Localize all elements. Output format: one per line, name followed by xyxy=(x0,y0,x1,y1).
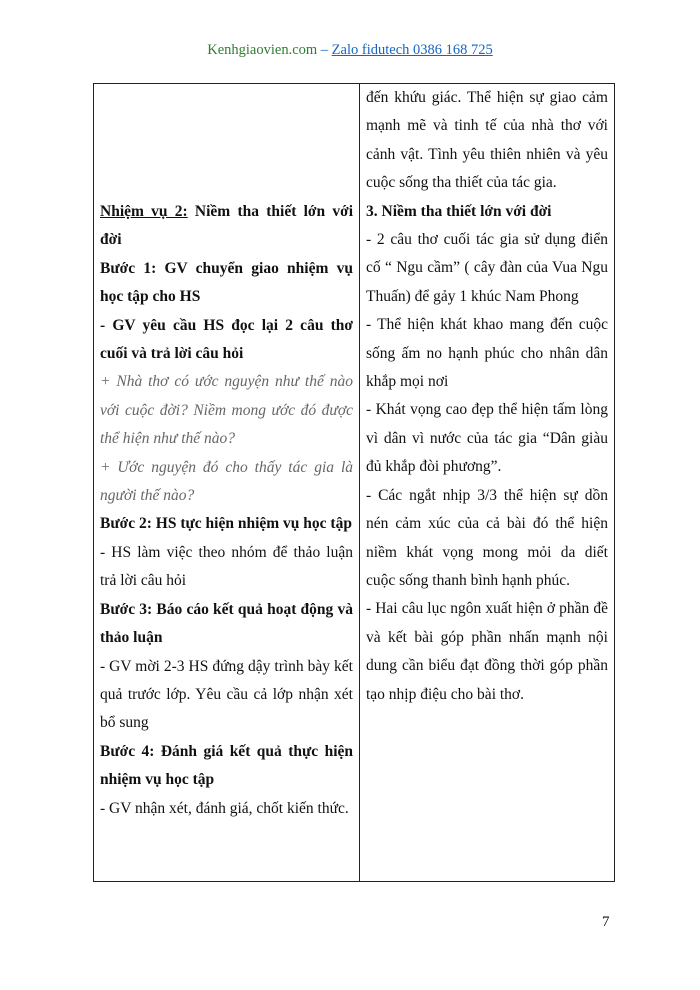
task-title xyxy=(100,198,353,255)
point-2: - Thể hiện khát khao mang đến cuộc sống ấm no hạnh phúc cho nhân dân khắp mọi nơi xyxy=(366,316,608,391)
point-3: - Khát vọng cao đẹp thể hiện tấm lòng vì dân vì nước của tác gia “Dân giàu đủ khắp đòi phương”. xyxy=(366,401,608,476)
step3-body: - GV mời 2-3 HS đứng dậy trình bày kết quả trước lớp. Yêu cầu cả lớp nhận xét bổ sung xyxy=(100,657,353,732)
contact-link[interactable]: Zalo fidutech 0386 168 725 xyxy=(331,42,493,58)
lesson-table xyxy=(93,83,615,882)
point-4: - Các ngắt nhịp 3/3 thể hiện sự dồn nén cảm xúc của cả bài đó thể hiện niềm khát vọng mong mỏi da diết cuộc sống thanh bình hạnh phúc. xyxy=(366,486,608,589)
header-separator: – xyxy=(317,42,332,58)
step2-title: Bước 2: HS tực hiện nhiệm vụ học tập xyxy=(100,515,352,533)
step2-body: - HS làm việc theo nhóm để thảo luận trả lời câu hỏi xyxy=(100,543,353,590)
point-1: - 2 câu thơ cuối tác gia sử dụng điển cố “ Ngu cầm” ( cây đàn của Vua Ngu Thuấn) để gảy 1 khúc Nam Phong xyxy=(366,231,608,305)
product-cell xyxy=(360,84,615,882)
section-title: 3. Niềm tha thiết lớn với đời xyxy=(366,202,552,220)
question-1: + Nhà thơ có ước nguyện như thế nào với cuộc đời? Niềm mong ước đó được thể hiện như thế nào? xyxy=(100,373,353,448)
page-header xyxy=(0,41,700,59)
question-2: + Ước nguyện đó cho thấy tác gia là người thế nào? xyxy=(100,458,353,505)
teacher-activity-cell xyxy=(94,84,360,882)
step4-body: - GV nhận xét, đánh giá, chốt kiến thức. xyxy=(100,799,349,817)
site-name: Kenhgiaovien.com xyxy=(207,42,318,58)
step3-title: Bước 3: Báo cáo kết quả hoạt động và thảo luận xyxy=(100,600,353,647)
task-title-label: Nhiệm vụ 2: xyxy=(100,203,188,220)
step1-body: - GV yêu cầu HS đọc lại 2 câu thơ cuối và trả lời câu hỏi xyxy=(100,316,353,363)
task-title-rest: Niềm tha thiết lớn với đời xyxy=(100,203,353,249)
step4-title: Bước 4: Đánh giá kết quả thực hiện nhiệm vụ học tập xyxy=(100,742,353,789)
continuation-text: đến khứu giác. Thể hiện sự giao cảm mạnh mẽ và tinh tế của nhà thơ với cảnh vật. Tình yêu thiên nhiên và yêu cuộc sống tha thiết của tác gia. xyxy=(366,89,608,192)
page-number: 7 xyxy=(602,914,610,930)
step1-title: Bước 1: GV chuyển giao nhiệm vụ học tập cho HS xyxy=(100,259,353,306)
point-5: - Hai câu lục ngôn xuất hiện ở phần đề và kết bài góp phần nhấn mạnh nội dung cần biểu đạt đồng thời góp phần tạo nhịp điệu cho bài thơ. xyxy=(366,600,608,703)
